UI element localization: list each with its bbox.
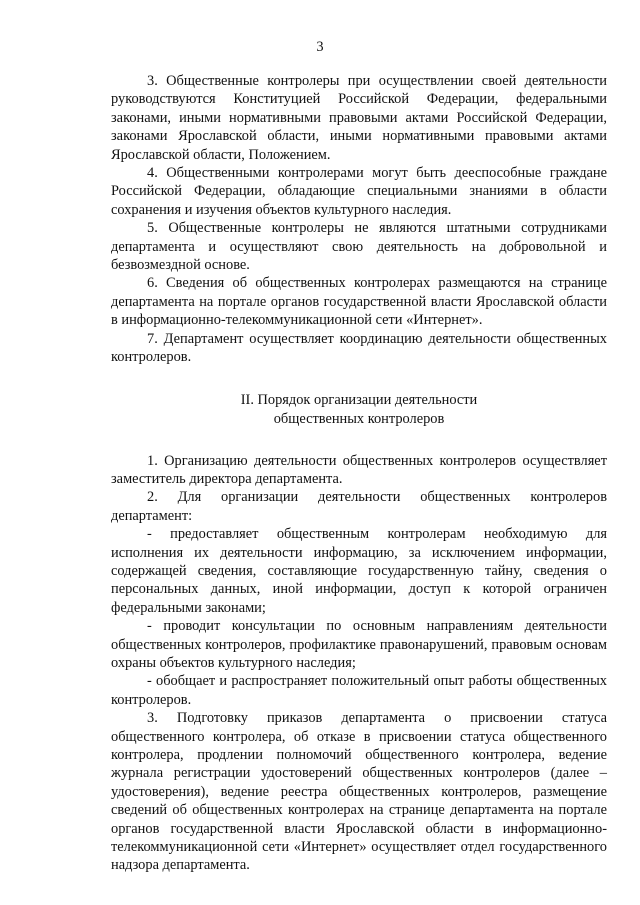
document-body (111, 72, 607, 875)
paragraph-4: 4. Общественными контролерами могут быть дееспособные граждане Российской Федерации, обладающие специальными знаниями в области сохранения и изучения объектов культурного наследия. (111, 165, 607, 218)
section2-paragraph-1: 1. Организацию деятельности общественных контролеров осуществляет заместитель директора департамента. (111, 452, 607, 487)
paragraph-3: 3. Общественные контролеры при осуществлении своей деятельности руководствуются Конституцией Российской Федерации, федеральными законами, иными нормативными правовыми актами Российской Федерации, законами Ярославской области, иными нормативными правовыми актами Ярославской области, Положением. (111, 73, 607, 163)
page-number: 3 (316, 39, 324, 55)
section-title-line-2: общественных контролеров (273, 410, 445, 427)
list-item-generalizes-experience: - обобщает и распространяет положительный опыт работы общественных контролеров. (111, 673, 607, 708)
section2-paragraph-3: 3. Подготовку приказов департамента о присвоении статуса общественного контролера, об отказе в присвоении статуса общественного контролера, продлении полномочий общественного контролера, ведение журнала регистрации удостоверений общественных контролеров (далее – удостоверения), ведение реестра общественных контролеров, размещение сведений об общественных контролерах на странице департамента на портале органов государственной власти Ярославской области в информационно-телекоммуникационной сети «Интернет» осуществляет отдел государственного надзора департамента. (111, 710, 607, 874)
section2-paragraph-2: 2. Для организации деятельности общественных контролеров департамент: (111, 489, 607, 524)
list-item-provides-information: - предоставляет общественным контролерам необходимую для исполнения их деятельности информацию, за исключением информации, содержащей сведения, составляющие государственную тайну, сведения о персональных данных, иной информации, доступ к которой ограничен федеральными законами; (111, 526, 607, 616)
paragraph-7: 7. Департамент осуществляет координацию деятельности общественных контролеров. (111, 330, 607, 366)
list-item-consultations: - проводит консультации по основным направлениям деятельности общественных контролеров, профилактике правонарушений, правовым основам охраны объектов культурного наследия; (111, 618, 607, 671)
paragraph-5: 5. Общественные контролеры не являются штатными сотрудниками департамента и осуществляют свою деятельность на добровольной и безвозмездной основе. (111, 220, 607, 274)
paragraph-6: 6. Сведения об общественных контролерах размещаются на странице департамента на портале органов государственной власти Ярославской области в информационно-телекоммуникационной сети «Интернет». (111, 275, 607, 329)
section-title-line-1: II. Порядок организации деятельности (240, 391, 478, 408)
section-title (111, 391, 607, 429)
